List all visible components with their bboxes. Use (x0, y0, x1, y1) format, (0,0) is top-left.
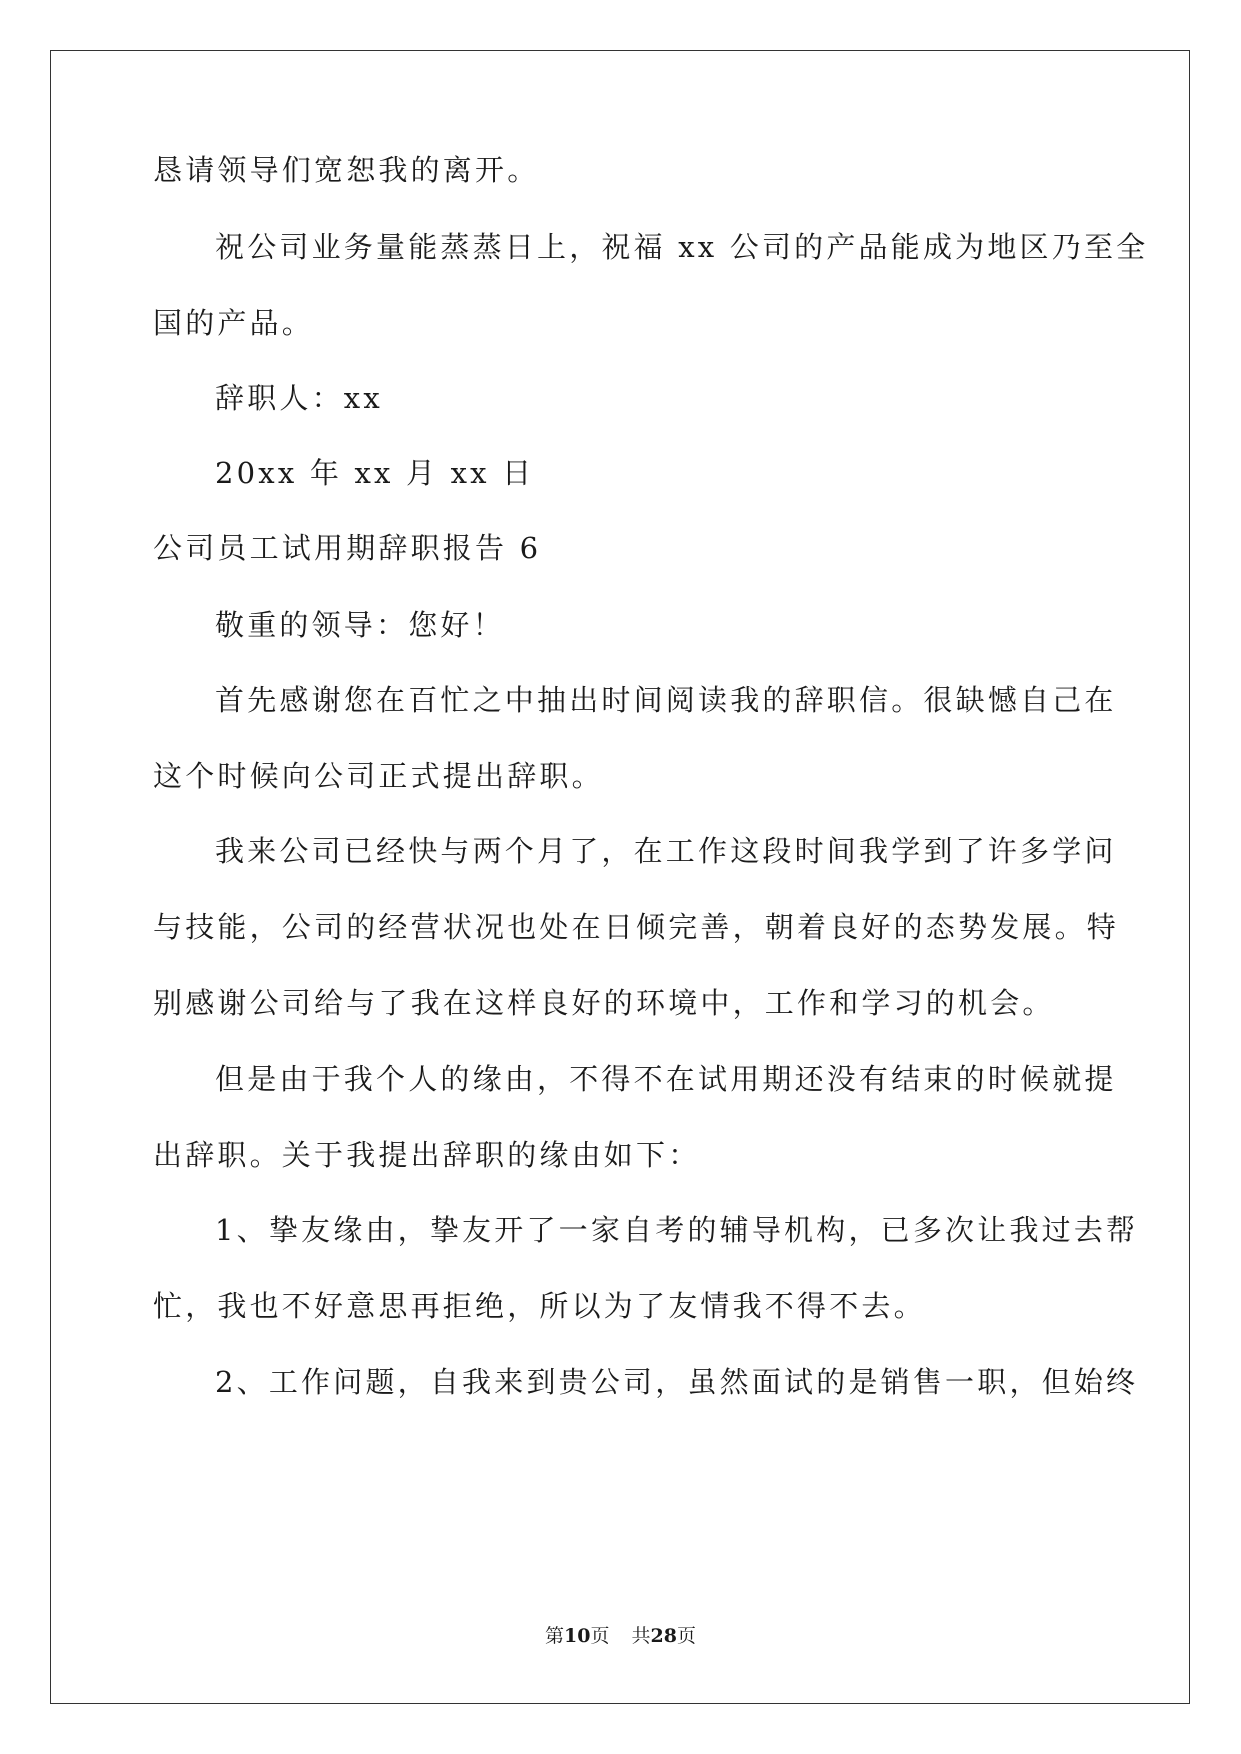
page-border (50, 50, 1190, 1704)
signature-name: 辞职人：xx (215, 381, 383, 415)
text-line-9: 这个时候向公司正式提出辞职。 (153, 759, 604, 793)
text-line-16: 忙，我也不好意思再拒绝，所以为了友情我不得不去。 (153, 1289, 926, 1323)
page-current: 10 (564, 1625, 591, 1647)
page-mid: 页 (590, 1625, 610, 1647)
page-footer (0, 1624, 1241, 1648)
text-line-2: 祝公司业务量能蒸蒸日上，祝福 xx 公司的产品能成为地区乃至全 (215, 230, 1149, 264)
text-line-1: 恳请领导们宽恕我的离开。 (153, 153, 540, 187)
text-line-17: 2、工作问题，自我来到贵公司，虽然面试的是销售一职，但始终 (215, 1365, 1139, 1399)
page-prefix: 第 (545, 1625, 565, 1647)
total-suffix: 页 (676, 1625, 696, 1647)
salutation: 敬重的领导：您好！ (215, 608, 505, 642)
signature-date: 20xx 年 xx 月 xx 日 (215, 456, 535, 490)
page-total: 28 (650, 1625, 677, 1647)
total-prefix: 共 (631, 1625, 651, 1647)
text-line-3: 国的产品。 (153, 306, 315, 340)
text-line-10: 我来公司已经快与两个月了，在工作这段时间我学到了许多学问 (215, 834, 1117, 868)
text-line-8: 首先感谢您在百忙之中抽出时间阅读我的辞职信。很缺憾自己在 (215, 683, 1117, 717)
text-line-11: 与技能，公司的经营状况也处在日倾完善，朝着良好的态势发展。特 (153, 910, 1120, 944)
text-line-12: 别感谢公司给与了我在这样良好的环境中，工作和学习的机会。 (153, 986, 1055, 1020)
text-line-15: 1、挚友缘由，挚友开了一家自考的辅导机构，已多次让我过去帮 (215, 1213, 1139, 1247)
text-line-14: 出辞职。关于我提出辞职的缘由如下： (153, 1138, 701, 1172)
section-heading: 公司员工试用期辞职报告 6 (153, 531, 542, 565)
text-line-13: 但是由于我个人的缘由，不得不在试用期还没有结束的时候就提 (215, 1062, 1117, 1096)
